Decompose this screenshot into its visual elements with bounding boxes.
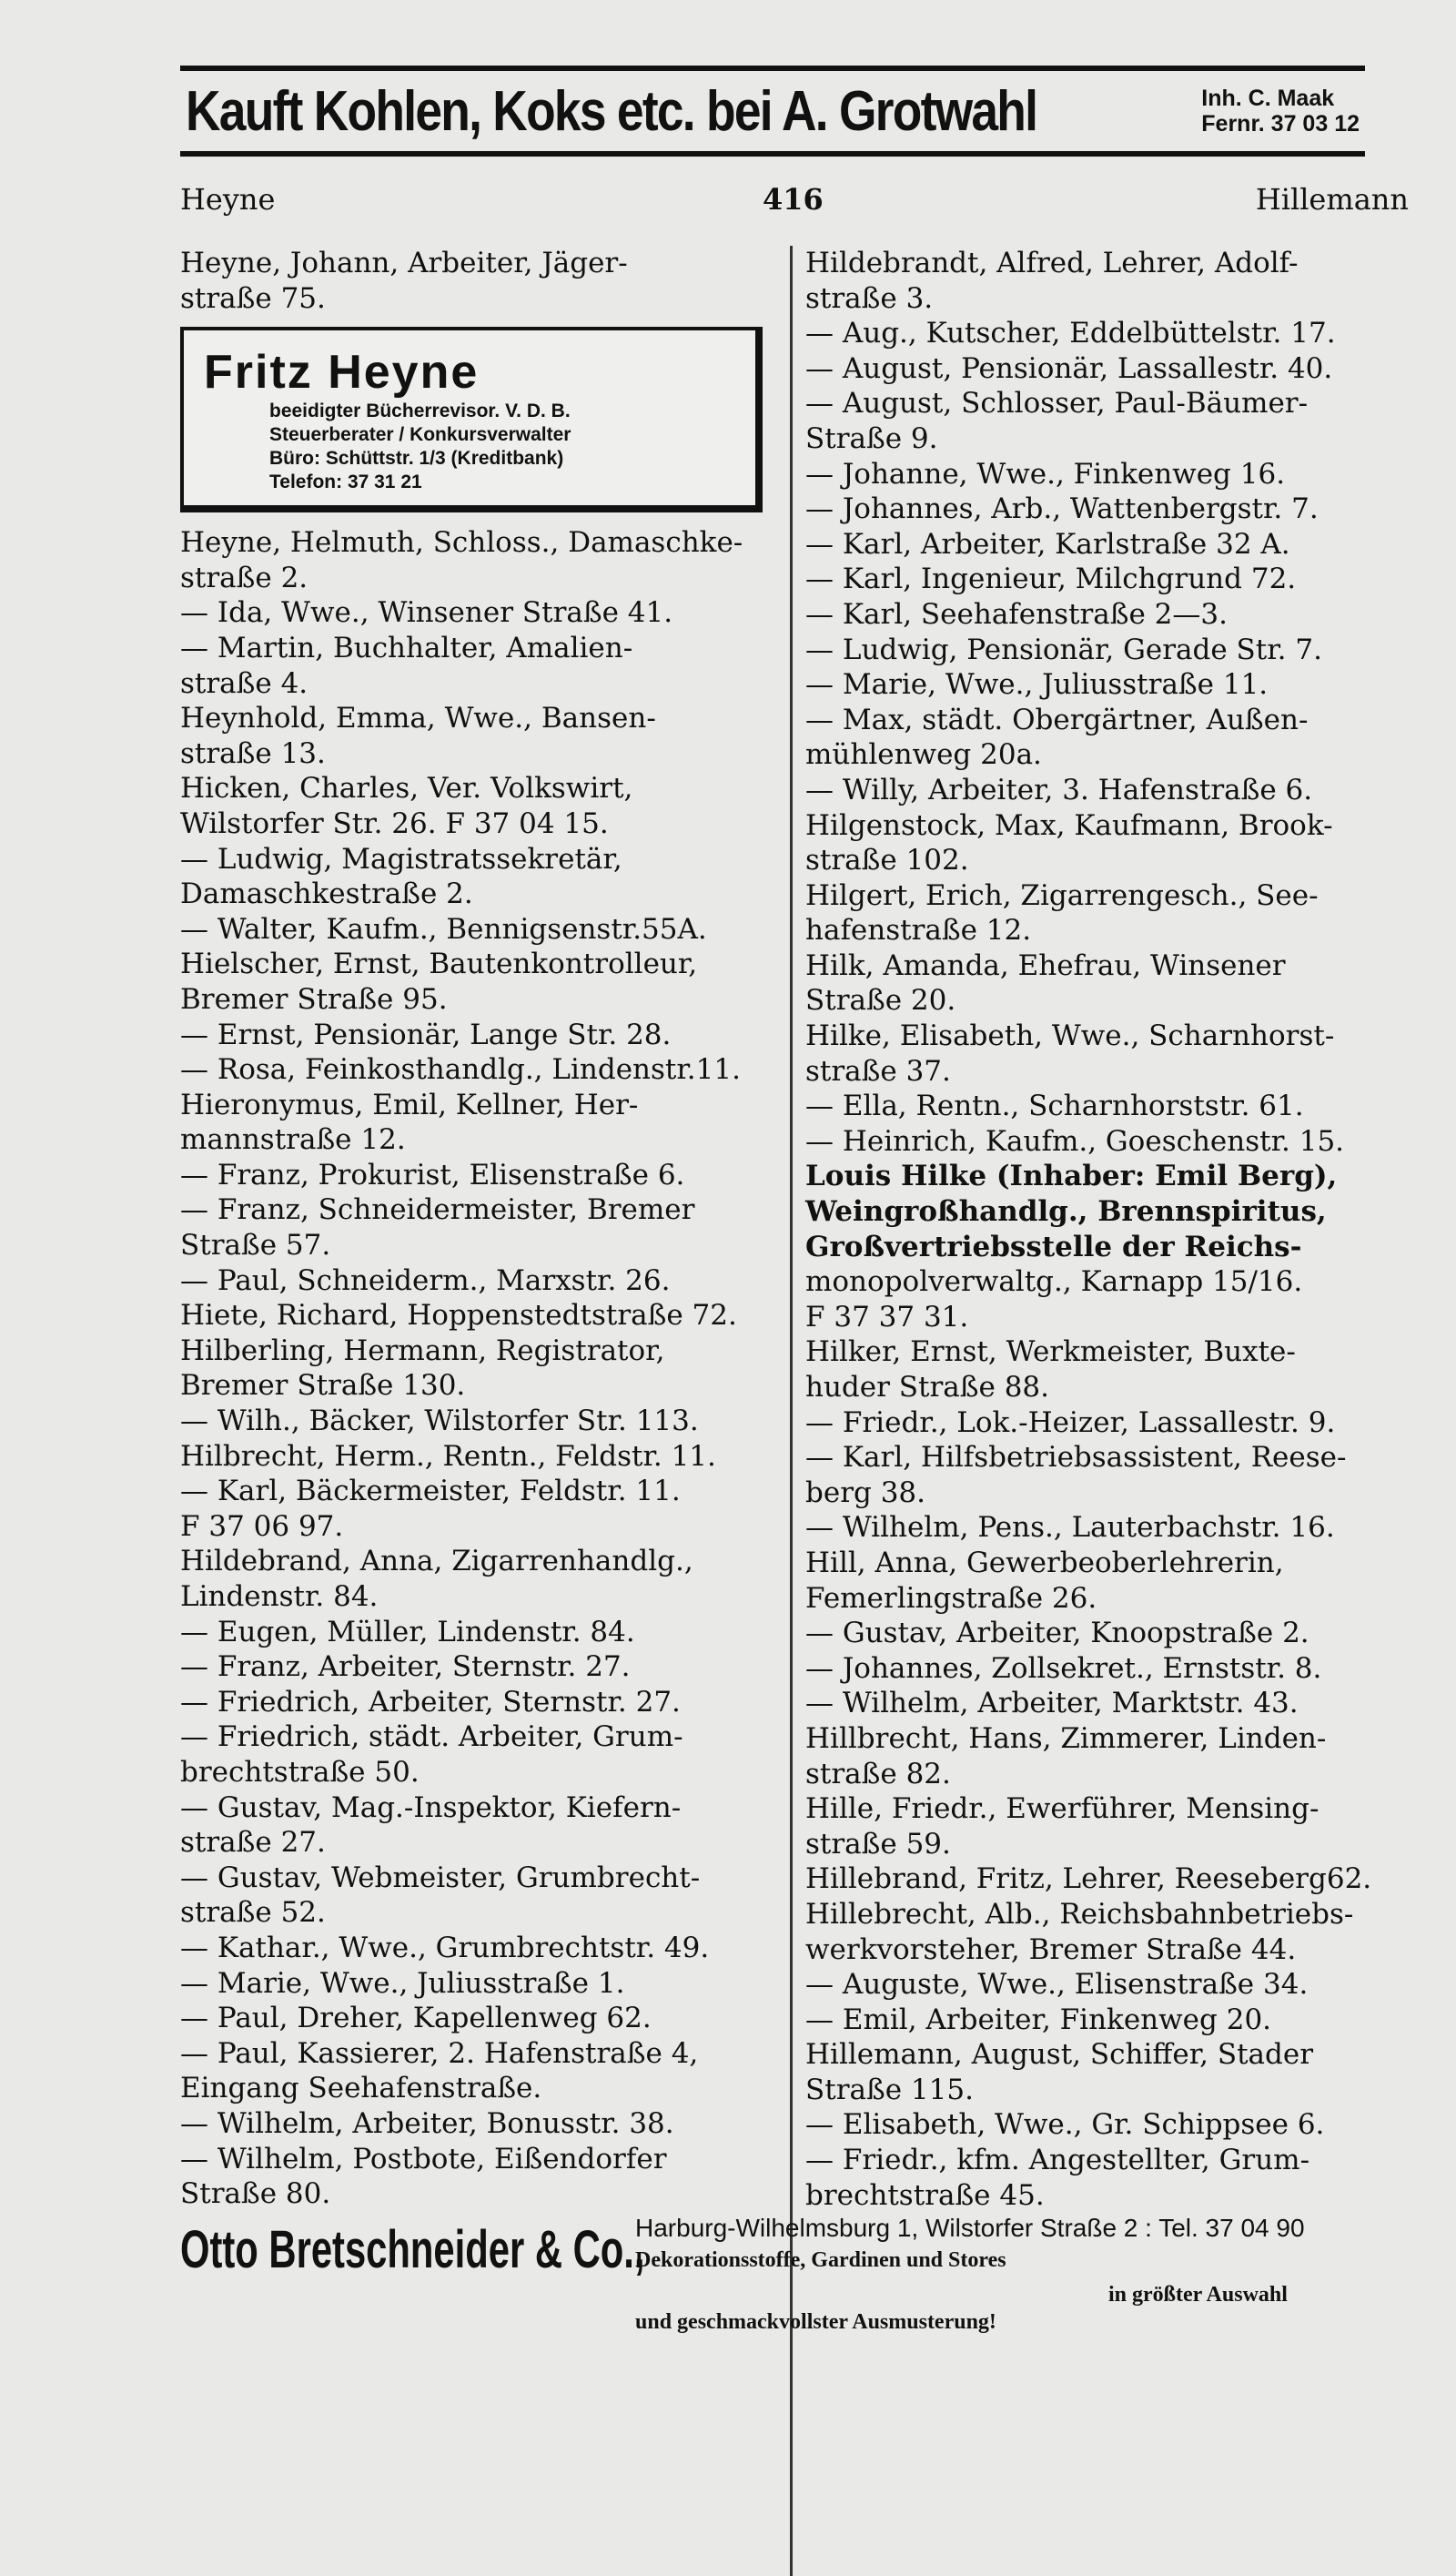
directory-entry-line: — Paul, Schneiderm., Marxstr. 26. — [180, 1263, 671, 1297]
directory-entry-line: Hicken, Charles, Ver. Volkswirt, — [180, 772, 633, 806]
directory-entry-line: mannstraße 12. — [180, 1123, 406, 1157]
directory-entry-line: Hildebrandt, Alfred, Lehrer, Adolf- — [805, 247, 1299, 279]
directory-entry-line: — Franz, Schneidermeister, Bremer — [180, 1193, 695, 1227]
directory-entry-line: Hildebrand, Anna, Zigarrenhandlg., — [180, 1545, 693, 1578]
directory-entry-line: straße 4. — [180, 666, 308, 700]
directory-entry-line: straße 102. — [805, 844, 969, 877]
directory-entry-line: Louis Hilke (Inhaber: Emil Berg), — [805, 1160, 1338, 1193]
directory-entry-line: — Wilhelm, Pens., Lauterbachstr. 16. — [805, 1511, 1335, 1545]
directory-entry-line: — Franz, Arbeiter, Sternstr. 27. — [180, 1650, 631, 1684]
top-advertisement — [180, 66, 1365, 157]
directory-entry-line: Hilk, Amanda, Ehefrau, Winsener — [805, 948, 1286, 982]
directory-entry-line: F 37 06 97. — [180, 1509, 344, 1543]
directory-entry-line: — Marie, Wwe., Juliusstraße 1. — [180, 1966, 625, 2000]
directory-entry-line: — Karl, Ingenieur, Milchgrund 72. — [805, 563, 1297, 596]
directory-entry-line: Hill, Anna, Gewerbeoberlehrerin, — [805, 1546, 1284, 1579]
bottom-ad-company: Otto Bretschneider & Co., — [180, 2220, 645, 2279]
directory-entry-line: Hilberling, Hermann, Registrator, — [180, 1334, 665, 1367]
box-name: Fritz Heyne — [204, 346, 480, 400]
left-entries-top — [180, 246, 781, 316]
directory-entry-line: monopolverwaltg., Karnapp 15/16. — [805, 1265, 1303, 1299]
running-head-left: Heyne — [180, 182, 276, 217]
directory-entry-line: — Kathar., Wwe., Grumbrechtstr. 49. — [180, 1931, 710, 1964]
directory-entry-line: Hielscher, Ernst, Bautenkontrolleur, — [180, 948, 698, 981]
bottom-ad-line-1: Dekorationsstoffe, Gardinen und Stores — [635, 2248, 1006, 2272]
directory-entry-line: Hilgert, Erich, Zigarrengesch., See- — [805, 878, 1319, 912]
directory-entry-line: straße 2. — [180, 561, 308, 594]
directory-entry-line: Großvertriebsstelle der Reichs- — [805, 1230, 1302, 1263]
directory-entry-line: — Johannes, Zollsekret., Ernststr. 8. — [805, 1651, 1322, 1685]
directory-entry-line: Wilstorfer Str. 26. F 37 04 15. — [180, 806, 609, 840]
directory-entry-line: berg 38. — [805, 1476, 926, 1509]
directory-entry-line: Heyne, Helmuth, Schloss., Damaschke- — [180, 526, 743, 560]
directory-entry-line: — Gustav, Webmeister, Grumbrecht- — [180, 1861, 701, 1894]
top-ad-main-text: Kauft Kohlen, Koks etc. bei A. Grotwahl — [186, 79, 1037, 143]
directory-entry-line: Hillebrecht, Alb., Reichsbahnbetriebs- — [805, 1897, 1354, 1931]
directory-entry-line: Heyne, Johann, Arbeiter, Jäger- — [180, 247, 628, 279]
directory-entry-line: Straße 57. — [180, 1229, 331, 1263]
directory-entry-line: — Friedr., kfm. Angestellter, Grum- — [805, 2144, 1310, 2177]
directory-entry-line: Damaschkestraße 2. — [180, 877, 473, 911]
directory-entry-line: — Karl, Bäckermeister, Feldstr. 11. — [180, 1475, 681, 1508]
bottom-advertisement — [180, 2203, 1409, 2348]
top-ad-phone: Fernr. 37 03 12 — [1201, 111, 1360, 137]
directory-entry-line: — Johanne, Wwe., Finkenweg 16. — [805, 457, 1286, 491]
directory-entry-line: — Karl, Arbeiter, Karlstraße 32 A. — [805, 527, 1290, 561]
directory-entry-line: Hillemann, August, Schiffer, Stader — [805, 2038, 1314, 2072]
running-head — [180, 182, 1409, 228]
directory-entry-line: — Willy, Arbeiter, 3. Hafenstraße 6. — [805, 773, 1313, 806]
directory-entry-line: — Emil, Arbeiter, Finkenweg 20. — [805, 2003, 1272, 2036]
directory-entry-line: — Franz, Prokurist, Elisenstraße 6. — [180, 1158, 685, 1192]
directory-entry-line: — Ernst, Pensionär, Lange Str. 28. — [180, 1018, 672, 1051]
top-ad-owner: Inh. C. Maak — [1201, 86, 1335, 111]
directory-entry-line: — Auguste, Wwe., Elisenstraße 34. — [805, 1968, 1309, 2002]
directory-entry-line: — Friedr., Lok.-Heizer, Lassallestr. 9. — [805, 1405, 1336, 1439]
directory-entry-line: — Walter, Kaufm., Bennigsenstr.55A. — [180, 912, 707, 946]
directory-entry-line: straße 52. — [180, 1896, 326, 1930]
directory-entry-line: — Ludwig, Pensionär, Gerade Str. 7. — [805, 633, 1322, 666]
right-column — [805, 246, 1406, 2213]
directory-entry-line: — Friedrich, Arbeiter, Sternstr. 27. — [180, 1685, 681, 1719]
directory-entry-line: hafenstraße 12. — [805, 914, 1032, 948]
directory-entry-line: Hiete, Richard, Hoppenstedtstraße 72. — [180, 1299, 737, 1333]
directory-entry-line: — Karl, Seehafenstraße 2—3. — [805, 597, 1228, 631]
directory-entry-line: — Elisabeth, Wwe., Gr. Schippsee 6. — [805, 2108, 1325, 2142]
directory-entry-line: — Rosa, Feinkosthandlg., Lindenstr.11. — [180, 1053, 741, 1087]
directory-entry-line: huder Straße 88. — [805, 1371, 1049, 1404]
directory-entry-line: — Wilh., Bäcker, Wilstorfer Str. 113. — [180, 1405, 699, 1438]
directory-entry-line: — Gustav, Mag.-Inspektor, Kiefern- — [180, 1790, 682, 1824]
directory-entry-line: — Paul, Dreher, Kapellenweg 62. — [180, 2002, 652, 2035]
directory-entry-line: Straße 80. — [180, 2177, 331, 2211]
directory-entry-line: Bremer Straße 95. — [180, 982, 448, 1016]
directory-entry-line: straße 75. — [180, 281, 326, 315]
left-column — [180, 246, 781, 2212]
directory-entry-line: Hilbrecht, Herm., Rentn., Feldstr. 11. — [180, 1439, 716, 1473]
directory-entry-line: brechtstraße 50. — [180, 1755, 420, 1789]
page-number: 416 — [763, 182, 824, 217]
directory-entry-line: straße 59. — [805, 1827, 951, 1861]
directory-entry-line: — Wilhelm, Arbeiter, Bonusstr. 38. — [180, 2106, 674, 2140]
directory-entry-line: Straße 20. — [805, 984, 956, 1018]
bottom-ad-line-3: und geschmackvollster Ausmusterung! — [635, 2310, 996, 2334]
directory-entry-line: Hilker, Ernst, Werkmeister, Buxte- — [805, 1335, 1296, 1369]
directory-entry-line: Bremer Straße 130. — [180, 1369, 466, 1403]
directory-entry-line: Heynhold, Emma, Wwe., Bansen- — [180, 702, 656, 735]
directory-entry-line: Eingang Seehafenstraße. — [180, 2072, 542, 2105]
directory-entry-line: straße 13. — [180, 736, 326, 770]
directory-entry-line: — Ida, Wwe., Winsener Straße 41. — [180, 596, 673, 630]
directory-entry-line: mühlenweg 20a. — [805, 738, 1042, 772]
directory-entry-line: — Heinrich, Kaufm., Goeschenstr. 15. — [805, 1124, 1345, 1158]
directory-entry-line: Straße 115. — [805, 2073, 974, 2106]
directory-entry-line: — Marie, Wwe., Juliusstraße 11. — [805, 668, 1269, 702]
directory-entry-line: — Max, städt. Obergärtner, Außen- — [805, 703, 1309, 736]
directory-entry-line: — August, Schlosser, Paul-Bäumer- — [805, 387, 1309, 421]
directory-entry-line: — Wilhelm, Postbote, Eißendorfer — [180, 2142, 667, 2175]
directory-entry-line: — Wilhelm, Arbeiter, Marktstr. 43. — [805, 1687, 1299, 1720]
bottom-ad-line-2: in größter Auswahl — [1108, 2283, 1288, 2307]
directory-entry-line: straße 37. — [805, 1054, 951, 1088]
directory-entry-line: — August, Pensionär, Lassallestr. 40. — [805, 351, 1333, 385]
top-ad-contact — [1201, 86, 1360, 137]
directory-entry-line: — Martin, Buchhalter, Amalien- — [180, 631, 633, 664]
directory-entry-line: F 37 37 31. — [805, 1300, 969, 1334]
directory-entry-line: — Karl, Hilfsbetriebsassistent, Reese- — [805, 1441, 1347, 1475]
box-line-1: beeidigter Bücherrevisor. V. D. B. — [269, 401, 571, 422]
directory-entry-line: werkvorsteher, Bremer Straße 44. — [805, 1932, 1297, 1966]
directory-entry-line: brechtstraße 45. — [805, 2178, 1045, 2212]
box-line-4: Telefon: 37 31 21 — [269, 472, 422, 493]
directory-entry-line: Hille, Friedr., Ewerführer, Mensing- — [805, 1792, 1320, 1826]
fritz-heyne-advertisement — [180, 327, 763, 512]
directory-entry-line: Hilke, Elisabeth, Wwe., Scharnhorst- — [805, 1019, 1335, 1053]
directory-entry-line: Hilgenstock, Max, Kaufmann, Brook- — [805, 808, 1333, 842]
directory-entry-line: Hieronymus, Emil, Kellner, Her- — [180, 1088, 639, 1121]
directory-entry-line: Hillbrecht, Hans, Zimmerer, Linden- — [805, 1721, 1327, 1755]
directory-entry-line: — Paul, Kassierer, 2. Hafenstraße 4, — [180, 2036, 699, 2070]
directory-entry-line: straße 27. — [180, 1826, 326, 1860]
directory-entry-line: — Johannes, Arb., Wattenbergstr. 7. — [805, 492, 1319, 526]
directory-entry-line: Straße 9. — [805, 421, 938, 455]
directory-entry-line: — Ludwig, Magistratssekretär, — [180, 842, 622, 876]
box-line-3: Büro: Schüttstr. 1/3 (Kreditbank) — [269, 448, 564, 470]
directory-entry-line: straße 82. — [805, 1757, 951, 1790]
bottom-ad-address: Harburg-Wilhelmsburg 1, Wilstorfer Straße 2 : Tel. 37 04 90 — [635, 2214, 1305, 2242]
box-line-2: Steuerberater / Konkursverwalter — [269, 424, 571, 446]
running-head-right: Hillemann — [1255, 182, 1409, 217]
directory-entry-line: — Friedrich, städt. Arbeiter, Grum- — [180, 1720, 683, 1754]
directory-entry-line: Hillebrand, Fritz, Lehrer, Reeseberg62. — [805, 1862, 1372, 1896]
directory-entry-line: Lindenstr. 84. — [180, 1580, 379, 1613]
left-entries-bottom — [180, 525, 781, 2212]
directory-entry-line: — Aug., Kutscher, Eddelbüttelstr. 17. — [805, 317, 1336, 350]
directory-entry-line: Femerlingstraße 26. — [805, 1581, 1097, 1615]
directory-entry-line: — Gustav, Arbeiter, Knoopstraße 2. — [805, 1617, 1309, 1650]
directory-entry-line: — Eugen, Müller, Lindenstr. 84. — [180, 1615, 635, 1648]
directory-entry-line: Weingroßhandlg., Brennspiritus, — [805, 1195, 1327, 1229]
directory-entry-line: straße 3. — [805, 281, 934, 315]
directory-entry-line: — Ella, Rentn., Scharnhorststr. 61. — [805, 1090, 1304, 1123]
